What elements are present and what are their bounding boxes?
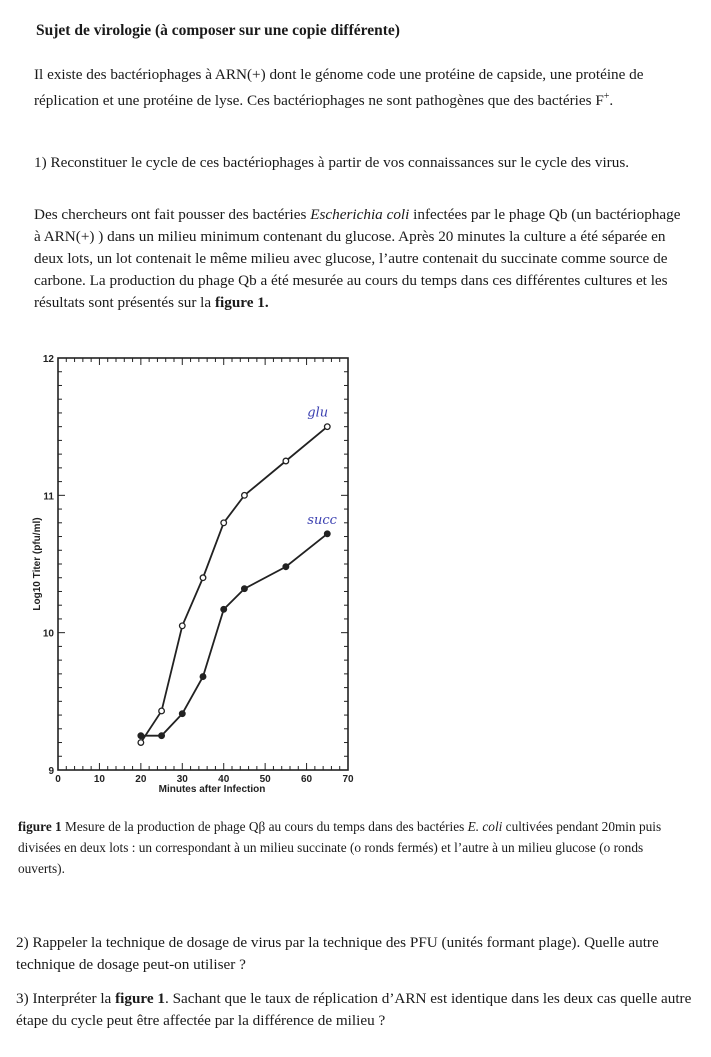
q3-figure-reference: figure 1: [115, 990, 166, 1007]
data-point-succ: [179, 711, 185, 717]
x-tick-label: 50: [259, 774, 271, 785]
y-tick-labels: [43, 354, 55, 777]
y-tick-label: 10: [42, 628, 54, 640]
data-point-glu: [221, 520, 227, 526]
data-point-glu: [200, 575, 206, 581]
series-label-succ: succ: [307, 512, 337, 528]
q3-part-b: . Sachant que le taux de réplication d’ARN est identique dans les deux cas quelle autre étape du cycle peut être affectée par la différence de milieu ?: [16, 990, 692, 1029]
x-tick-label: 70: [342, 774, 354, 785]
data-point-glu: [324, 424, 330, 430]
page-title: Sujet de virologie (à composer sur une copie différente): [36, 22, 400, 39]
series-line-succ: [141, 534, 327, 736]
data-point-glu: [159, 708, 165, 714]
caption-part-a: Mesure de la production de phage Qβ au cours du temps dans des bactéries: [61, 819, 468, 834]
y-axis-label: Log10 Titer (pfu/ml): [32, 517, 43, 611]
para2-part-b: infectées par le phage Qb (un bactériophage à ARN(+) ) dans un milieu minimum contenant du glucose. Après 20 minutes la culture a été séparée en deux lots, un lot contenait le même milieu avec glucose, l’autre contenait du succinate comme source de carbone. La production du phage Qb a été mesurée au cours du temps dans ces différentes cultures et les résultats sont présentés sur la: [34, 206, 681, 311]
intro-end: .: [609, 92, 614, 110]
question-1: 1) Reconstituer le cycle de ces bactériophages à partir de vos connaissances sur le cycle des virus.: [34, 154, 630, 171]
data-point-succ: [242, 586, 248, 592]
data-point-succ: [200, 674, 206, 680]
series-group: [138, 406, 338, 746]
q3-part-a: 3) Interpréter la: [16, 990, 116, 1007]
caption-species: E. coli: [467, 819, 503, 834]
data-point-glu: [283, 458, 289, 464]
x-tick-label: 40: [218, 774, 230, 785]
intro-superscript: +: [603, 91, 610, 102]
data-point-glu: [242, 493, 248, 499]
y-tick-label: 9: [48, 766, 54, 777]
data-point-succ: [159, 733, 165, 739]
x-axis-label: Minutes after Infection: [158, 784, 266, 795]
data-point-glu: [138, 740, 144, 746]
plot-frame: [58, 358, 348, 770]
experiment-paragraph: [34, 204, 684, 314]
tick-group: [58, 358, 348, 770]
figure-reference: figure 1.: [214, 294, 269, 311]
series-label-glu: glu: [307, 405, 329, 421]
y-tick-label: 12: [42, 354, 54, 365]
question-2: 2) Rappeler la technique de dosage de virus par la technique des PFU (unités formant plage). Quelle autre technique de dosage peut-on utiliser ?: [16, 934, 659, 973]
data-point-succ: [283, 564, 289, 570]
x-tick-label: 20: [135, 774, 147, 785]
figure-1-chart: [20, 340, 380, 800]
x-tick-label: 60: [301, 774, 313, 785]
x-tick-label: 0: [55, 774, 61, 785]
series-line-glu: [141, 427, 327, 743]
data-point-glu: [179, 623, 185, 629]
x-tick-label: 30: [176, 774, 188, 785]
intro-paragraph: [34, 64, 699, 112]
caption-part-b: cultivées pendant 20min puis divisées en deux lots : un correspondant à un milieu succinate (o ronds fermés) et l’autre à un milieu glucose (o ronds ouverts).: [18, 819, 662, 876]
question-3: [16, 988, 696, 1032]
species-name: Escherichia coli: [310, 206, 410, 223]
intro-text: Il existe des bactériophages à ARN(+) dont le génome code une protéine de capside, une protéine de réplication et une protéine de lyse. Ces bactériophages ne sont pathogènes que des bactéries F: [34, 66, 644, 110]
caption-label: figure 1: [18, 819, 62, 834]
para2-part-a: Des chercheurs ont fait pousser des bactéries: [34, 206, 311, 223]
figure-caption: [18, 816, 678, 879]
data-point-succ: [138, 733, 144, 739]
y-tick-label: 11: [43, 491, 54, 503]
x-tick-label: 10: [93, 774, 105, 785]
data-point-succ: [221, 607, 227, 613]
data-point-succ: [324, 531, 330, 537]
